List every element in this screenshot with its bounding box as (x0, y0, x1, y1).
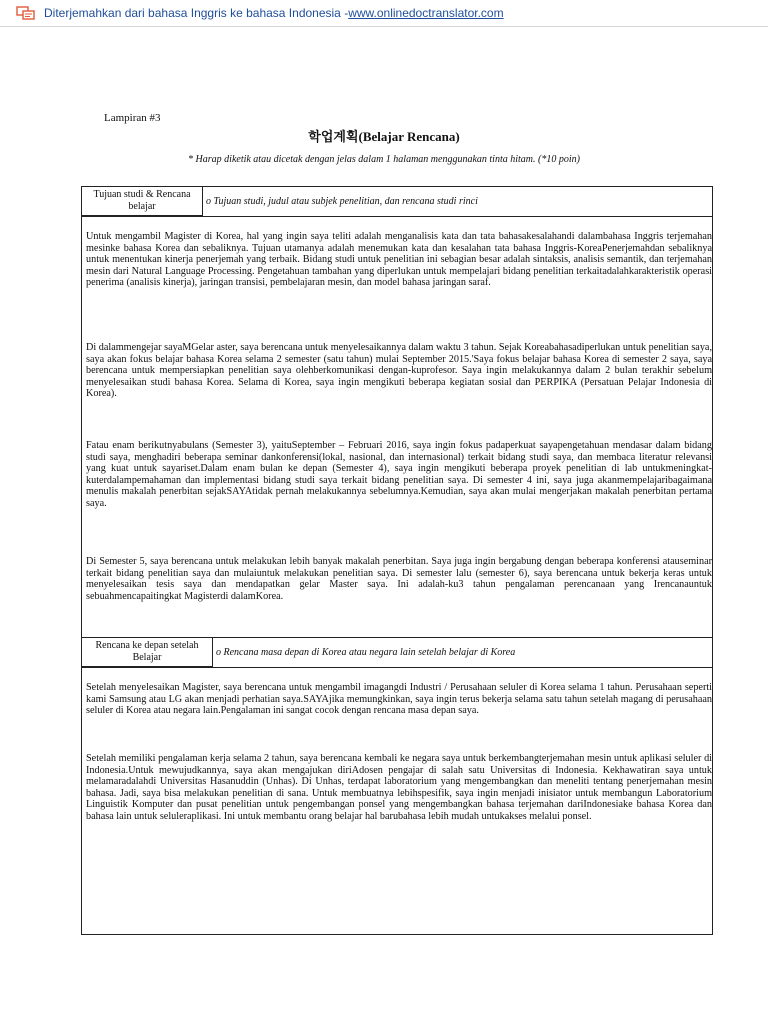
attachment-label: Lampiran #3 (104, 112, 161, 124)
section1-paragraph-2: Di dalammengejar sayaMGelar aster, saya berencana untuk menyelesaikannya dalam waktu 3 tahun. Sejak Koreabahasadiperlukan untuk penelitian saya, saya akan fokus belajar bahasa Korea selama 2 semester (satu tahun) mulai September 2015.'Saya fokus belajar bahasa Korea di semester 2 saya, saya berencana untuk mempersiapkan penelitian saya olehberkomunikasi dengan-kuprofesor. Saya ingin melakukannya dalam 2 bulan terakhir sebelum menyelesaikan studi bahasa Korea. Selama di Korea, saya ingin mengikuti beberapa kegiatan sosial dan PERPIKA (Persatuan Pelajar Indonesia di Korea). (86, 342, 712, 399)
section2-hint: o Rencana masa depan di Korea atau negara lain setelah belajar di Korea (216, 647, 516, 658)
section1-paragraph-3: Fatau enam berikutnyabulans (Semester 3), yaituSeptember – Februari 2016, saya ingin fokus padaperkuat sayapengetahuan mendasar dalam bidang studi saya, menghadiri beberapa seminar dankonferensi(lokal, nasional, dan internasional) terkait bidang studi saya, dan membaca literatur relevansi yang kuat untuk sayariset.Dalam enam bulan ke depan (Semester 4), saya ingin mengikuti beberapa proyek penelitian di lab untukmeningkat-kuterdalampemahaman dan implementasi bidang studi saya terkait bidang penelitian saya. Di semester 4 ini, saya juga akanmempelajaribagaimana menulis makalah penerbitan sejakSAYAtidak pernah melakukannya sebelumnya.Kemudian, saya akan mulai mengerjakan makalah penerbitan pertama saya. (86, 440, 712, 509)
document-title: 학업계획(Belajar Rencana) (308, 129, 460, 144)
translation-banner (0, 0, 768, 27)
translator-logo-icon (16, 5, 36, 21)
banner-link[interactable]: www.onlinedoctranslator.com (348, 6, 504, 20)
banner-text: Diterjemahkan dari bahasa Inggris ke bahasa Indonesia - (44, 6, 349, 20)
section2-divider (81, 667, 713, 668)
section2-paragraph-1: Setelah menyelesaikan Magister, saya berencana untuk mengambil imagangdi Industri / Perusahaan seluler di Korea selama 1 tahun. Perusahaan seperti kami Samsung atau LG akan menjadi perhatian saya.SAYAjika memungkinkan, saya ingin terus bekerja selama satu tahun setelah magang di perusahaan seluler di Korea atau negara lain.Pengalaman ini sangat cocok dengan rencana masa depan saya. (86, 682, 712, 716)
section1-paragraph-4: Di Semester 5, saya berencana untuk melakukan lebih banyak makalah penerbitan. Saya juga ingin bergabung dengan beberapa konferensi atauseminar terkait bidang penelitian saya dan mulaiuntuk melakukan penelitian saya. Di semester lalu (semester 6), saya berencana untuk bekerja keras untuk menyelesaikan tesis saya dan mendapatkan gelar Master saya. Ini adalah-ku3 tahun pengalaman perencanaan yang Irencanauntuk sebuahmencapaitingkat Magisterdi dalamKorea. (86, 556, 712, 602)
instruction-note: * Harap diketik atau dicetak dengan jelas dalam 1 halaman menggunakan tinta hitam. (*10 poin) (188, 154, 580, 165)
section2-label: Rencana ke depan setelah Belajar (81, 637, 213, 667)
section1-hint: o Tujuan studi, judul atau subjek penelitian, dan rencana studi rinci (206, 196, 478, 207)
section1-divider (81, 216, 713, 217)
section1-label: Tujuan studi & Rencana belajar (81, 186, 203, 216)
section2-paragraph-2: Setelah memiliki pengalaman kerja selama 2 tahun, saya berencana kembali ke negara saya untuk berkembangterjemahan mesin untuk aplikasi seluler di Indonesia.Untuk mewujudkannya, saya akan mengajukan diriAdosen pengajar di salah satu Universitas di Indonesia. Kekhawatiran saya untuk melamaradalahdi Universitas Hasanuddin (Unhas). Di Unhas, terdapat laboratorium yang mengembangkan dan meneliti tentang penerjemahan mesin bahasa. Jadi, saya bisa melakukan penelitian di sana. Untuk membuatnya lebihspesifik, saya ingin menjadi inisiator untuk membangun Laboratorium Linguistik Komputer dan pusat penelitian untuk pengembangan ponsel yang mengembangkan bahasa terjemahan dariIndonesiake bahasa Korea dan bahasa lain untuk seluleraplikasi. Ini untuk membantu orang belajar hal barubahasa lebih mudah untukakses melalui ponsel. (86, 753, 712, 822)
section1-paragraph-1: Untuk mengambil Magister di Korea, hal yang ingin saya teliti adalah menganalisis kata dan tata bahasakesalahandi dalambahasa Inggris terjemahan mesinke bahasa Korea dan sebaliknya. Tujuan utamanya adalah menemukan kata dan kesalahan tata bahasa Inggris-KoreaPenerjemahdan sebaliknya untuk menentukan kinerja penerjemah yang terbaik. Bidang studi untuk penelitian ini sebagian besar adalah sintaksis, analisis semantik, dan terjemahan mesin dari Natural Language Processing. Pengetahuan tambahan yang diperlukan untuk mempelajari bidang penelitian terkaitadalahkarakteristik operasi penerima (analisis kinerja), jaringan transisi, pembelajaran mesin, dan model bahasa jaringan saraf. (86, 231, 712, 288)
